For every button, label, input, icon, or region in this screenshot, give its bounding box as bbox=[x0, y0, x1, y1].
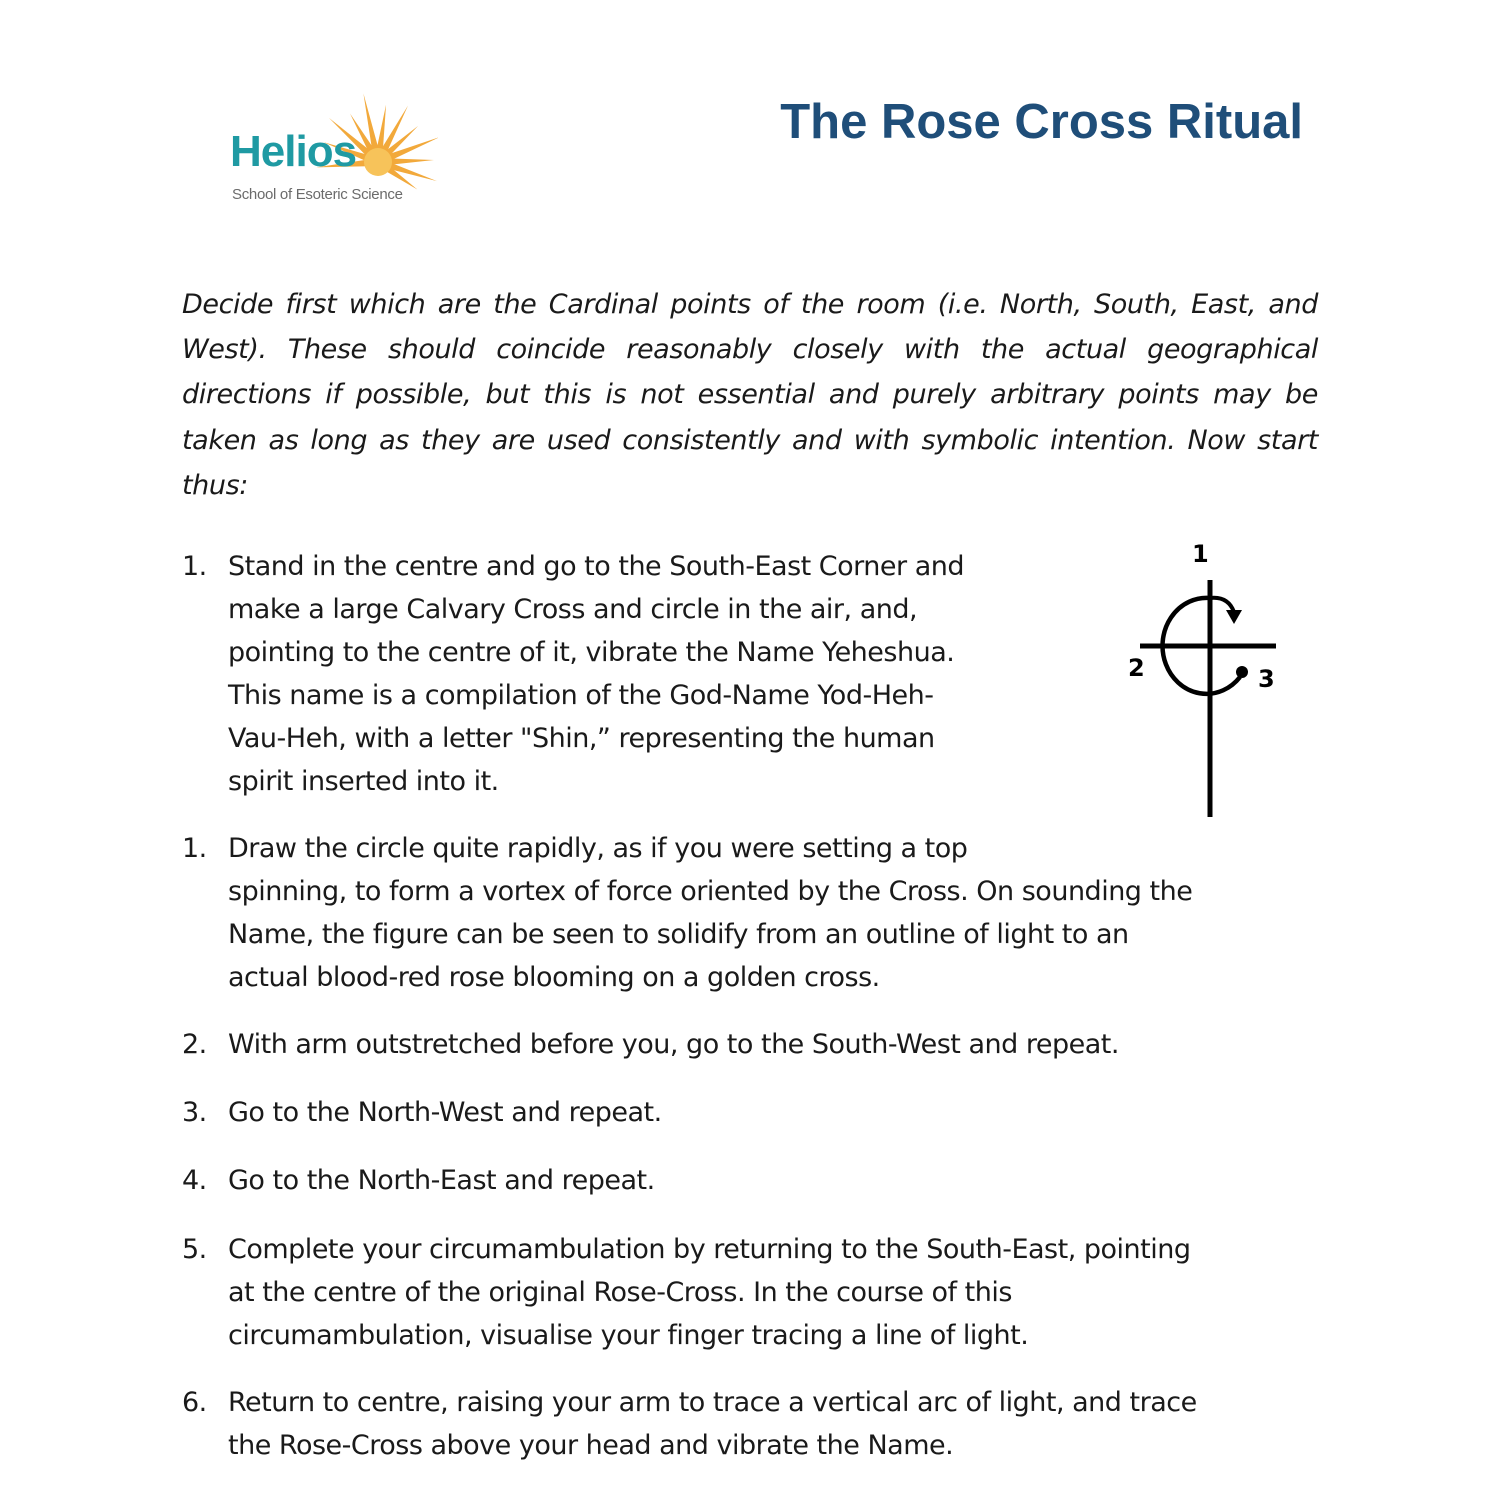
helios-logo bbox=[228, 92, 438, 210]
intro-paragraph: Decide first which are the Cardinal points of the room (i.e. North, South, East, and West). These should coincide reasonably closely with the actual geographical directions if possible, but this is not essential and purely arbitrary points may be taken as long as they are used consistently and with symbolic intention. Now start thus: bbox=[182, 289, 1318, 501]
step-line: pointing to the centre of it, vibrate the Name Yeheshua. bbox=[228, 637, 955, 668]
logo-wordmark: Helios bbox=[230, 127, 357, 176]
step-number: 2. bbox=[182, 1029, 207, 1060]
step-number: 6. bbox=[182, 1387, 207, 1418]
list-item bbox=[182, 827, 1322, 999]
page-title: The Rose Cross Ritual bbox=[780, 95, 1303, 149]
step-line: Stand in the centre and go to the South-East Corner and bbox=[228, 551, 965, 582]
step-line: Return to centre, raising your arm to trace a vertical arc of light, and trace bbox=[228, 1387, 1197, 1418]
step-line: spirit inserted into it. bbox=[228, 766, 499, 797]
step-line: Name, the figure can be seen to solidify from an outline of light to an bbox=[228, 919, 1129, 950]
step-line: Vau-Heh, with a letter "Shin,” representing the human bbox=[228, 723, 935, 754]
diagram-label-3: 3 bbox=[1258, 665, 1275, 693]
rose-cross-diagram-icon bbox=[1110, 532, 1290, 822]
rose-cross-diagram bbox=[1110, 532, 1290, 822]
step-number: 1. bbox=[182, 833, 207, 864]
diagram-label-2: 2 bbox=[1128, 654, 1145, 682]
logo-tagline: School of Esoteric Science bbox=[232, 186, 403, 203]
step-line: This name is a compilation of the God-Name Yod-Heh- bbox=[228, 680, 934, 711]
step-line: With arm outstretched before you, go to the South-West and repeat. bbox=[228, 1029, 1119, 1060]
list-item bbox=[182, 545, 1102, 803]
step-line: Go to the North-West and repeat. bbox=[228, 1097, 662, 1128]
list-item bbox=[182, 1091, 1322, 1134]
step-line: Draw the circle quite rapidly, as if you were setting a top bbox=[228, 833, 968, 864]
step-line: Complete your circumambulation by returning to the South-East, pointing bbox=[228, 1234, 1191, 1265]
step-line: actual blood-red rose blooming on a golden cross. bbox=[228, 962, 880, 993]
list-item bbox=[182, 1159, 1322, 1202]
step-line: Go to the North-East and repeat. bbox=[228, 1165, 655, 1196]
step-number: 1. bbox=[182, 551, 207, 582]
step-line: make a large Calvary Cross and circle in the air, and, bbox=[228, 594, 918, 625]
list-item bbox=[182, 1381, 1322, 1467]
step-line: circumambulation, visualise your finger tracing a line of light. bbox=[228, 1320, 1029, 1351]
step-line: spinning, to form a vortex of force oriented by the Cross. On sounding the bbox=[228, 876, 1193, 907]
list-item bbox=[182, 1023, 1322, 1066]
list-item bbox=[182, 1228, 1322, 1357]
step-number: 3. bbox=[182, 1097, 207, 1128]
step-line: at the centre of the original Rose-Cross. In the course of this bbox=[228, 1277, 1012, 1308]
diagram-label-1: 1 bbox=[1192, 540, 1209, 568]
step-number: 4. bbox=[182, 1165, 207, 1196]
step-number: 5. bbox=[182, 1234, 207, 1265]
step-line: the Rose-Cross above your head and vibrate the Name. bbox=[228, 1430, 954, 1461]
